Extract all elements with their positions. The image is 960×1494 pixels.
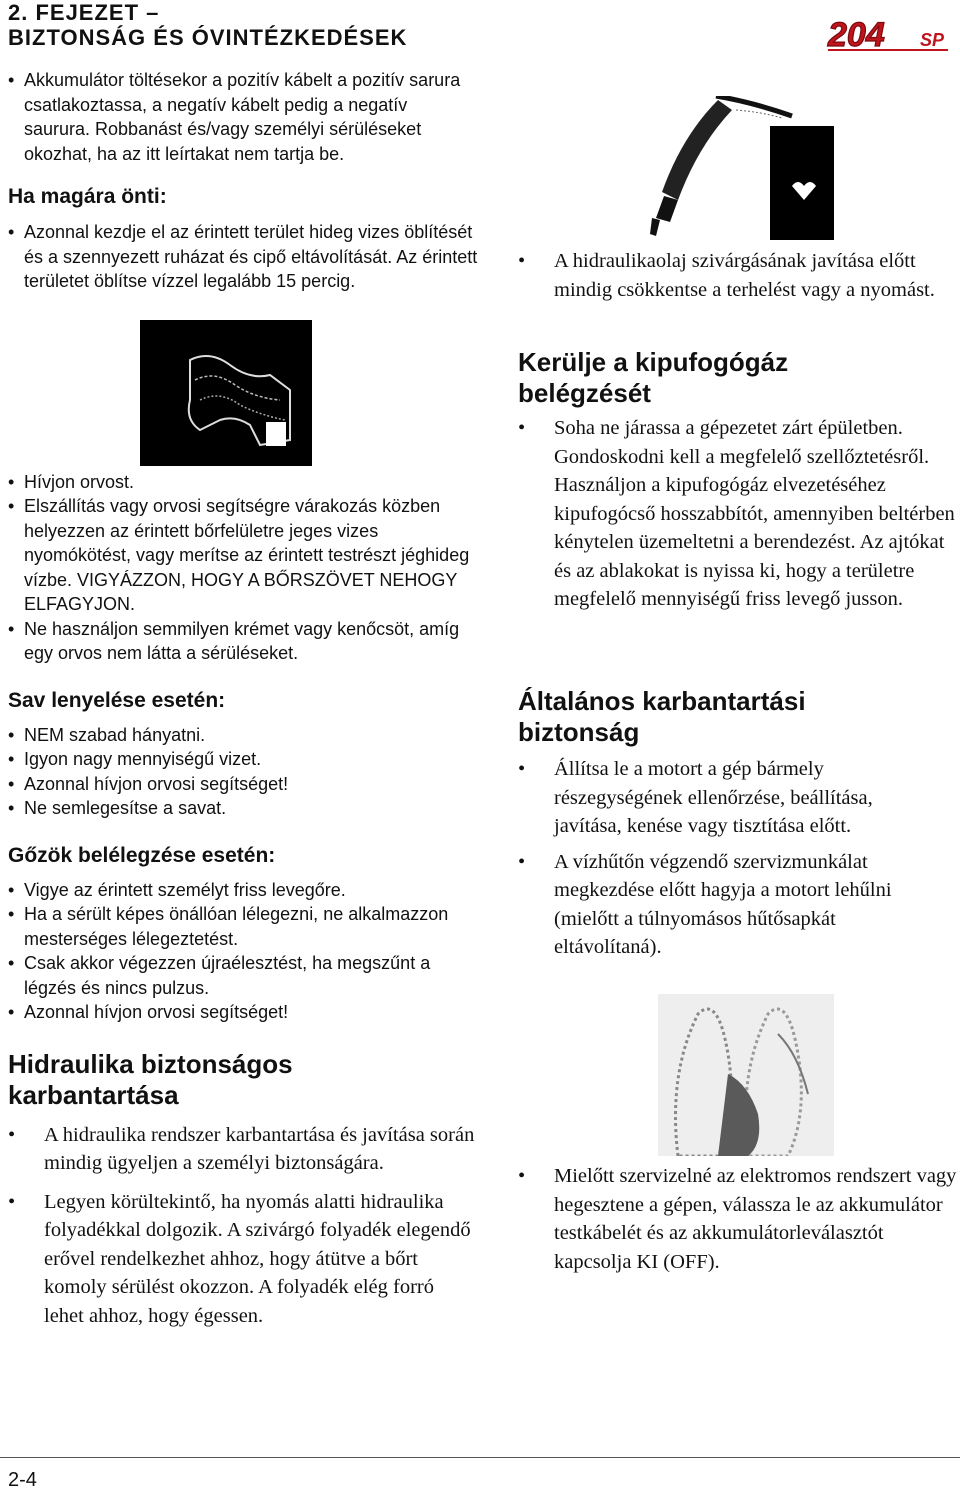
maintenance-list	[518, 755, 938, 962]
list-item: • Állítsa le a motort a gép bármely részegységének ellenőrzése, beállítása, javítása, kenése vagy tisztítása előtt.	[518, 755, 938, 841]
list-item: • Ha a sérült képes önállóan lélegezni, ne alkalmazzon mesterséges lélegeztetést.	[8, 902, 478, 951]
intro-list	[8, 68, 478, 166]
list-item: • Akkumulátor töltésekor a pozitív kábelt a pozitív sarura csatlakoztassa, a negatív kábelt pedig a negatív saurura. Robbanást és/vagy személyi sérüléseket okozhat, ha az itt leírtakat nem tartja be.	[8, 68, 478, 166]
list-item: • Mielőtt szervizelné az elektromos rendszert vagy hegesztene a gépen, válassza le az akkumulátor testkábelét és az akkumulátorleválasztót kapcsolja KI (OFF).	[518, 1162, 958, 1276]
spill-heading: Ha magára önti:	[8, 185, 167, 208]
exhaust-heading: Kerülje a kipufogógáz belégzését	[518, 347, 789, 408]
acid-list	[8, 723, 478, 821]
maintenance-heading: Általános karbantartási biztonság	[518, 686, 806, 747]
list-item: • Igyon nagy mennyiségű vizet.	[8, 747, 478, 772]
first-aid-list	[8, 470, 478, 666]
list-item: • Azonnal hívjon orvosi segítséget!	[8, 1000, 478, 1025]
list-item: • Vigye az érintett személyt friss levegőre.	[8, 878, 478, 903]
list-item: • Azonnal kezdje el az érintett terület hideg vizes öblítését és a szennyezett ruházat és cipő eltávolítását. Az érintett területet öblítse vízzel legalább 15 percig.	[8, 220, 478, 294]
chapter-title-line1: 2. FEJEZET –	[8, 0, 160, 25]
hydraulic-leak-image	[642, 96, 834, 240]
hydraulic-list	[8, 1121, 478, 1331]
list-item: • A hidraulikaolaj szivárgásának javítása előtt mindig csökkentse a terhelést vagy a nyomást.	[518, 247, 958, 304]
list-item: • Csak akkor végezzen újraélesztést, ha megszűnt a légzés és nincs pulzus.	[8, 951, 478, 1000]
hydraulic-heading: Hidraulika biztonságos karbantartása	[8, 1048, 293, 1110]
chapter-title-line2: BIZTONSÁG ÉS ÓVINTÉZKEDÉSEK	[8, 25, 408, 50]
list-item: • Azonnal hívjon orvosi segítséget!	[8, 772, 478, 797]
list-item: • A vízhűtőn végzendő szervizmunkálat megkezdése előtt hagyja a motort lehűlni (mielőtt a túlnyomásos hűtősapkát eltávolítaná).	[518, 848, 938, 962]
list-item: • Soha ne járassa a gépezetet zárt épületben. Gondoskodni kell a megfelelő szellőztetésről. Használjon a kipufogógáz elvezetéséhez kipufogócső hosszabbítót, amennyiben beltérben kénytelen üzemeltetni a berendezést. Az ajtókat és az ablakokat is nyissa ki, hogy a területre megfelelő mennyiségű friss levegő jusson.	[518, 414, 958, 614]
footer-divider	[0, 1457, 960, 1458]
svg-text:204: 204	[828, 16, 885, 54]
exhaust-list	[518, 414, 958, 614]
brand-logo	[824, 6, 954, 54]
list-item: • Ne használjon semmilyen krémet vagy kenőcsöt, amíg egy orvos nem látta a sérüléseket.	[8, 617, 478, 666]
left-column	[8, 68, 478, 1330]
list-item: • A hidraulika rendszer karbantartása és javítása során mindig ügyeljen a személyi biztonságára.	[8, 1121, 478, 1178]
list-item: • Ne semlegesítse a savat.	[8, 796, 478, 821]
list-item: • NEM szabad hányatni.	[8, 723, 478, 748]
hydraulic-list-continued	[518, 247, 958, 304]
spill-list	[8, 220, 478, 294]
chapter-title	[8, 0, 407, 50]
list-item: • Elszállítás vagy orvosi segítségre várakozás közben helyezzen az érintett bőrfelületre jeges vizes nyomókötést, vagy merítse az érintett testrészt jéghideg vízbe. VIGYÁZZON, HOGY A BŐRSZÖVET NEHOGY ELFAGYJON.	[8, 494, 478, 617]
list-item: • Hívjon orvost.	[8, 470, 478, 495]
svg-text:SP: SP	[920, 30, 945, 50]
burn-first-aid-image	[140, 320, 312, 466]
electric-list	[518, 1162, 958, 1276]
acid-heading: Sav lenyelése esetén:	[8, 688, 226, 712]
vapor-heading: Gőzök belélegzése esetén:	[8, 843, 276, 867]
page-number: 2-4	[8, 1469, 37, 1491]
list-item: • Legyen körültekintő, ha nyomás alatti hidraulika folyadékkal dolgozik. A szivárgó folyadék elegendő erővel rendelkezhet ahhoz, hogy átütve a bőrt komoly sérülést okozzon. A folyadék elég forró lehet ahhoz, hogy égessen.	[8, 1188, 478, 1331]
wheel-image	[658, 994, 834, 1156]
vapor-list	[8, 878, 478, 1025]
